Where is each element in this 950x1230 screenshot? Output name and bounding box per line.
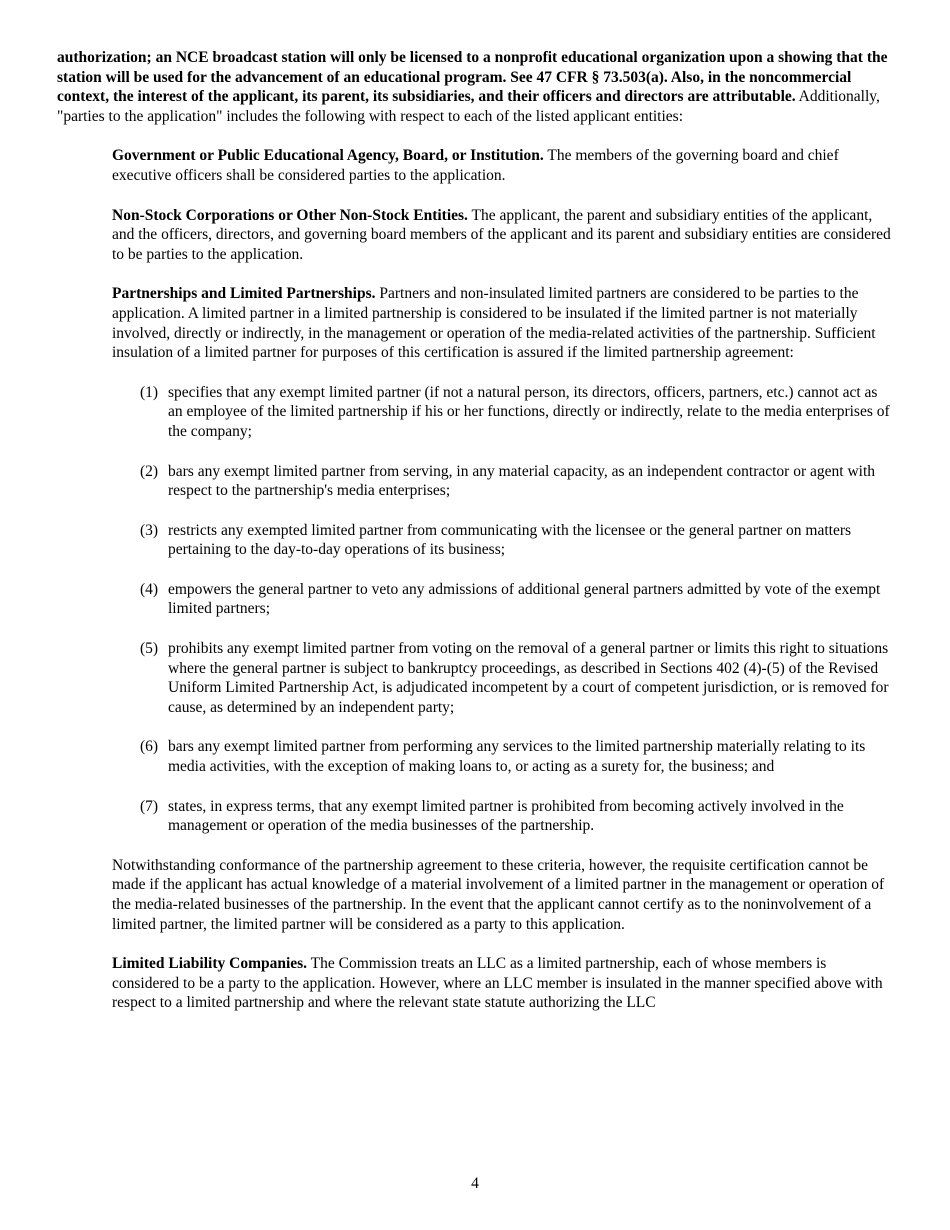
list-item-4 <box>140 580 895 619</box>
list-item-1 <box>140 383 895 442</box>
list-item-2 <box>140 462 895 501</box>
list-item-5-text: prohibits any exempt limited partner from voting on the removal of a general partner or limits this right to situations where the general partner is subject to bankruptcy proceedings, as described in Sections 402 (4)-(5) of the Revised Uniform Limited Partnership Act, is adjudicated incompetent by a court of competent jurisdiction, or is removed for cause, as determined by an independent party; <box>168 640 889 716</box>
list-item-7-number: (7) <box>140 797 159 815</box>
list-item-6-number: (6) <box>140 738 159 756</box>
section-partnerships-body: Partners and non-insulated limited partners are considered to be parties to the application. A limited partner in a limited partnership is considered to be insulated if the limited partner is not materially involved, directly or indirectly, in the management or operation of the media-related activities of the partnership. Sufficient insulation of a limited partner for purposes of this certification is assured if the limited partnership agreement: <box>112 285 876 362</box>
list-item-3-text: restricts any exempted limited partner from communicating with the licensee or the general partner on matters pertaining to the day-to-day operations of its business; <box>168 521 852 559</box>
section-nonstock-body: The applicant, the parent and subsidiary entities of the applicant, and the officers, directors, and governing board members of the applicant and its parent and subsidiary entities are considered to be parties to the application. <box>112 206 891 263</box>
section-llc-body: The Commission treats an LLC as a limited partnership, each of whose members is considered to be a party to the application. However, where an LLC member is insulated in the manner specified above with respect to a limited partnership and where the relevant state statute authorizing the LLC <box>112 955 883 1012</box>
list-item-2-number: (2) <box>140 462 159 480</box>
list-item-2-text: bars any exempt limited partner from serving, in any material capacity, as an independent contractor or agent with respect to the partnership's media enterprises; <box>168 462 875 500</box>
notwithstanding-paragraph: Notwithstanding conformance of the partnership agreement to these criteria, however, the requisite certification cannot be made if the applicant has actual knowledge of a material involvement of a limited partner in the management or operation of the media-related businesses of the partnership. In the event that the applicant cannot certify as to the noninvolvement of a limited partner, the limited partner will be considered as a party to this application. <box>112 856 885 933</box>
list-item-6 <box>140 737 895 776</box>
section-nonstock-heading: Non-Stock Corporations or Other Non-Stock Entities. <box>112 206 468 224</box>
list-item-6-text: bars any exempt limited partner from performing any services to the limited partnership materially relating to its media activities, with the exception of making loans to, or acting as a surety for, the business; and <box>168 738 866 776</box>
section-government-heading: Government or Public Educational Agency, Board, or Institution. <box>112 147 544 165</box>
list-item-3 <box>140 521 895 560</box>
list-item-7-text: states, in express terms, that any exempt limited partner is prohibited from becoming actively involved in the management or operation of the media businesses of the partnership. <box>168 797 844 835</box>
section-llc <box>112 954 895 1013</box>
list-item-4-number: (4) <box>140 580 159 598</box>
intro-bold-text: authorization; an NCE broadcast station will only be licensed to a nonprofit educational organization upon a showing that the station will be used for the advancement of an educational program. See 47 CFR § 73.503(a). Also, in the noncommercial context, the interest of the applicant, its parent, its subsidiaries, and their officers and directors are attributable. <box>57 49 888 106</box>
section-llc-heading: Limited Liability Companies. <box>112 955 308 973</box>
page-number: 4 <box>471 1175 479 1193</box>
list-item-1-number: (1) <box>140 383 159 401</box>
section-government-body: The members of the governing board and chief executive officers shall be considered parties to the application. <box>112 147 839 184</box>
list-item-5-number: (5) <box>140 640 159 658</box>
section-partnerships-heading: Partnerships and Limited Partnerships. <box>112 285 376 303</box>
list-item-4-text: empowers the general partner to veto any admissions of additional general partners admitted by vote of the exempt limited partners; <box>168 580 881 618</box>
list-item-5 <box>140 639 895 717</box>
list-item-7 <box>140 797 895 836</box>
list-item-3-number: (3) <box>140 521 159 539</box>
section-government <box>112 146 895 185</box>
section-nonstock <box>112 206 895 265</box>
intro-regular-text: Additionally, "parties to the application" includes the following with respect to each of the listed applicant entities: <box>57 88 880 125</box>
section-partnerships <box>112 284 895 362</box>
intro-paragraph <box>57 48 895 126</box>
list-item-1-text: specifies that any exempt limited partner (if not a natural person, its directors, officers, partners, etc.) cannot act as an employee of the limited partnership if his or her functions, directly or indirectly, relate to the media enterprises of the company; <box>168 383 890 440</box>
